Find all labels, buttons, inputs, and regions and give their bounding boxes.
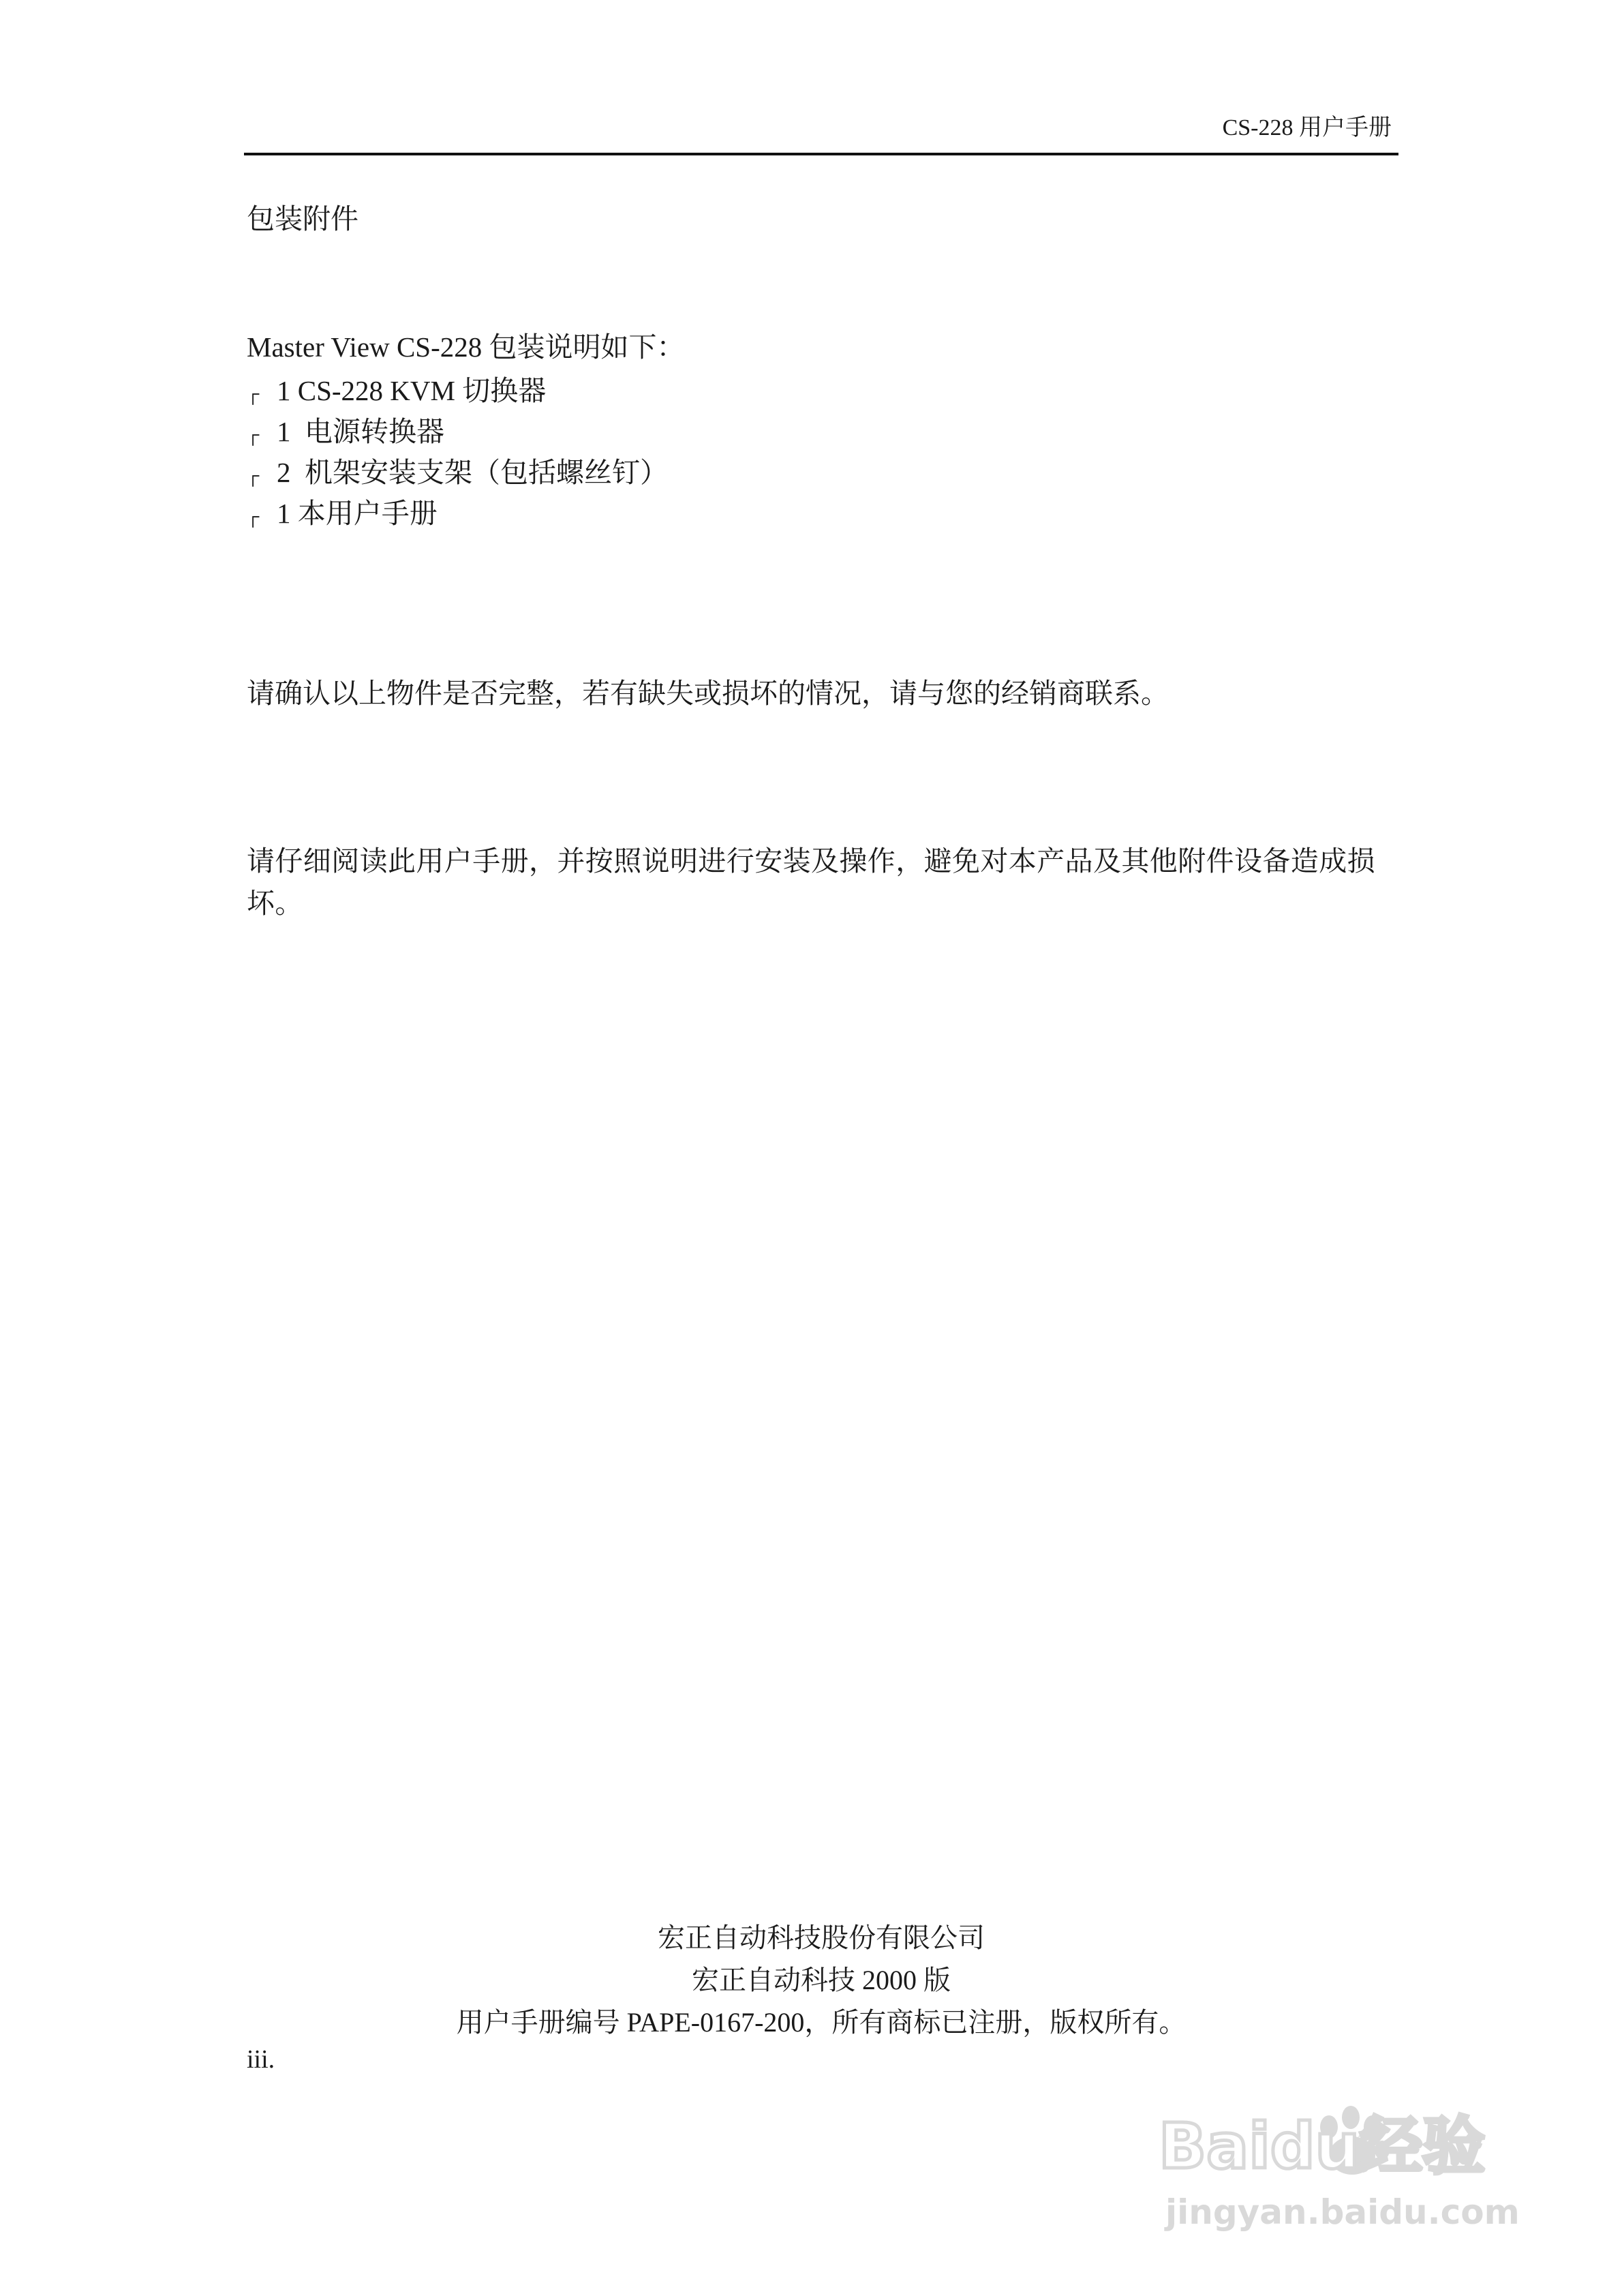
section-title: 包装附件 (247, 203, 358, 235)
bullet-mark: ┌ (247, 506, 260, 526)
watermark-url: jingyan.baidu.com (1165, 2192, 1520, 2232)
list-item (247, 414, 668, 455)
page-number: iii. (247, 2045, 275, 2074)
bullet-mark: ┌ (247, 424, 260, 444)
list-item-text: 2 机架安装支架（包括螺丝钉） (277, 457, 668, 488)
page-header (244, 109, 1398, 155)
list-item (247, 496, 668, 537)
list-item (247, 374, 668, 414)
watermark-brand: Baidu经验 (1159, 2110, 1486, 2183)
bullet-mark: ┌ (247, 465, 260, 485)
footer-edition: 宏正自动科技 2000 版 (692, 1965, 951, 1995)
list-item-text: 1 本用户手册 (277, 498, 438, 529)
list-item (247, 455, 668, 496)
header-title: CS-228 用户手册 (1222, 115, 1392, 140)
baidu-jingyan-watermark (1152, 2079, 1533, 2236)
footer-manual-number: 用户手册编号 PAPE-0167-200，所有商标已注册，版权所有。 (456, 2007, 1187, 2038)
list-item-text: 1 电源转换器 (277, 416, 444, 447)
package-items-list (247, 374, 668, 537)
read-manual-paragraph: 请仔细阅读此用户手册，并按照说明进行安装及操作，避免对本产品及其他附件设备造成损坏。 (247, 845, 1375, 919)
package-intro: Master View CS-228 包装说明如下： (247, 331, 685, 363)
list-item-text: 1 CS-228 KVM 切换器 (277, 375, 547, 406)
footer-company: 宏正自动科技股份有限公司 (658, 1922, 985, 1953)
check-contents-paragraph: 请确认以上物件是否完整，若有缺失或损坏的情况，请与您的经销商联系。 (247, 678, 1169, 709)
footer (244, 1917, 1398, 2044)
bullet-mark: ┌ (247, 383, 260, 404)
